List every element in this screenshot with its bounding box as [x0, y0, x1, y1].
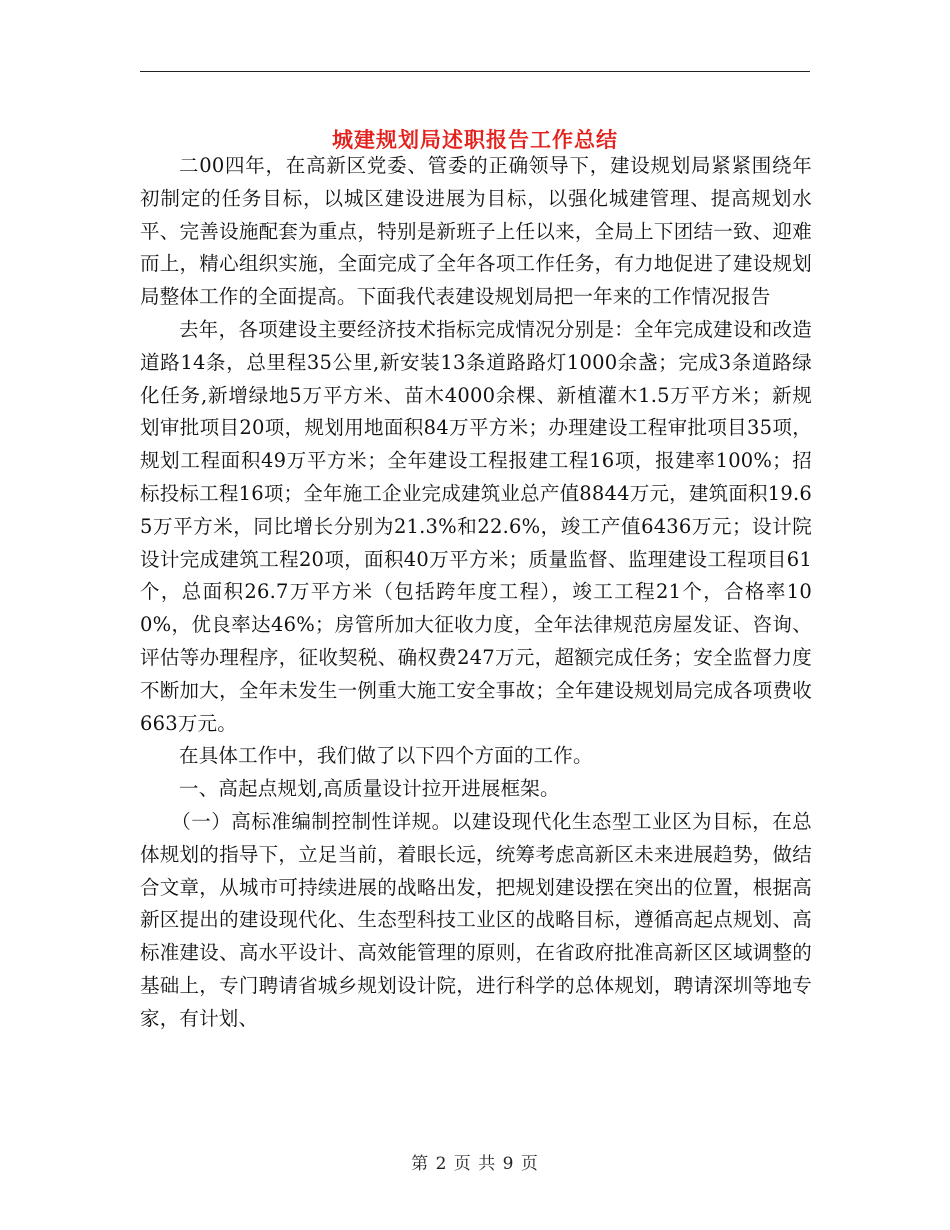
paragraph-indicators: 去年，各项建设主要经济技术指标完成情况分别是：全年完成建设和改造道路14条，总里程35公里,新安装13条道路路灯1000余盏；完成3条道路绿化任务,新增绿地5万平方米、苗木4000余棵、新植灌木1.5万平方米；新规划审批项目20项，规划用地面积84万平方米；办理建设工程审批项目35项，规划工程面积49万平方米；全年建设工程报建工程16项，报建率100%；招标投标工程16项；全年施工企业完成建筑业总产值8844万元，建筑面积19.65万平方米，同比增长分别为21.3%和22.6%，竣工产值6436万元；设计院设计完成建筑工程20项，面积40万平方米；质量监督、监理建设工程项目61个，总面积26.7万平方米（包括跨年度工程），竣工工程21个，合格率100%，优良率达46%；房管所加大征收力度，全年法律规范房屋发证、咨询、评估等办理程序，征收契税、确权费247万元，超额完成任务；安全监督力度不断加大，全年未发生一例重大施工安全事故；全年建设规划局完成各项费收663万元。: [140, 317, 812, 735]
page-number: 第 2 页 共 9 页: [411, 1154, 539, 1174]
section-heading-1: 一、高起点规划,高质量设计拉开进展框架。: [179, 777, 560, 801]
paragraph-work-aspects: 在具体工作中，我们做了以下四个方面的工作。: [179, 744, 593, 768]
paragraph-subsection-1: （一）高标准编制控制性详规。以建设现代化生态型工业区为目标，在总体规划的指导下，立足当前，着眼长远，统筹考虑高新区未来进展趋势，做结合文章，从城市可持续进展的战略出发，把规划建设摆在突出的位置，根据高新区提出的建设现代化、生态型科技工业区的战略目标，遵循高起点规划、高标准建设、高水平设计、高效能管理的原则，在省政府批准高新区区域调整的基础上，专门聘请省城乡规划设计院，进行科学的总体规划，聘请深圳等地专家，有计划、: [140, 809, 812, 1030]
document-body: [140, 150, 812, 1036]
paragraph-intro: 二00四年，在高新区党委、管委的正确领导下，建设规划局紧紧围绕年初制定的任务目标，以城区建设进展为目标，以强化城建管理、提高规划水平、完善设施配套为重点，特别是新班子上任以来，全局上下团结一致、迎难而上，精心组织实施，全面完成了全年各项工作任务，有力地促进了建设规划局整体工作的全面提高。下面我代表建设规划局把一年来的工作情况报告: [140, 154, 812, 309]
document-title: 城建规划局述职报告工作总结: [332, 127, 618, 153]
header-rule: [140, 71, 810, 72]
